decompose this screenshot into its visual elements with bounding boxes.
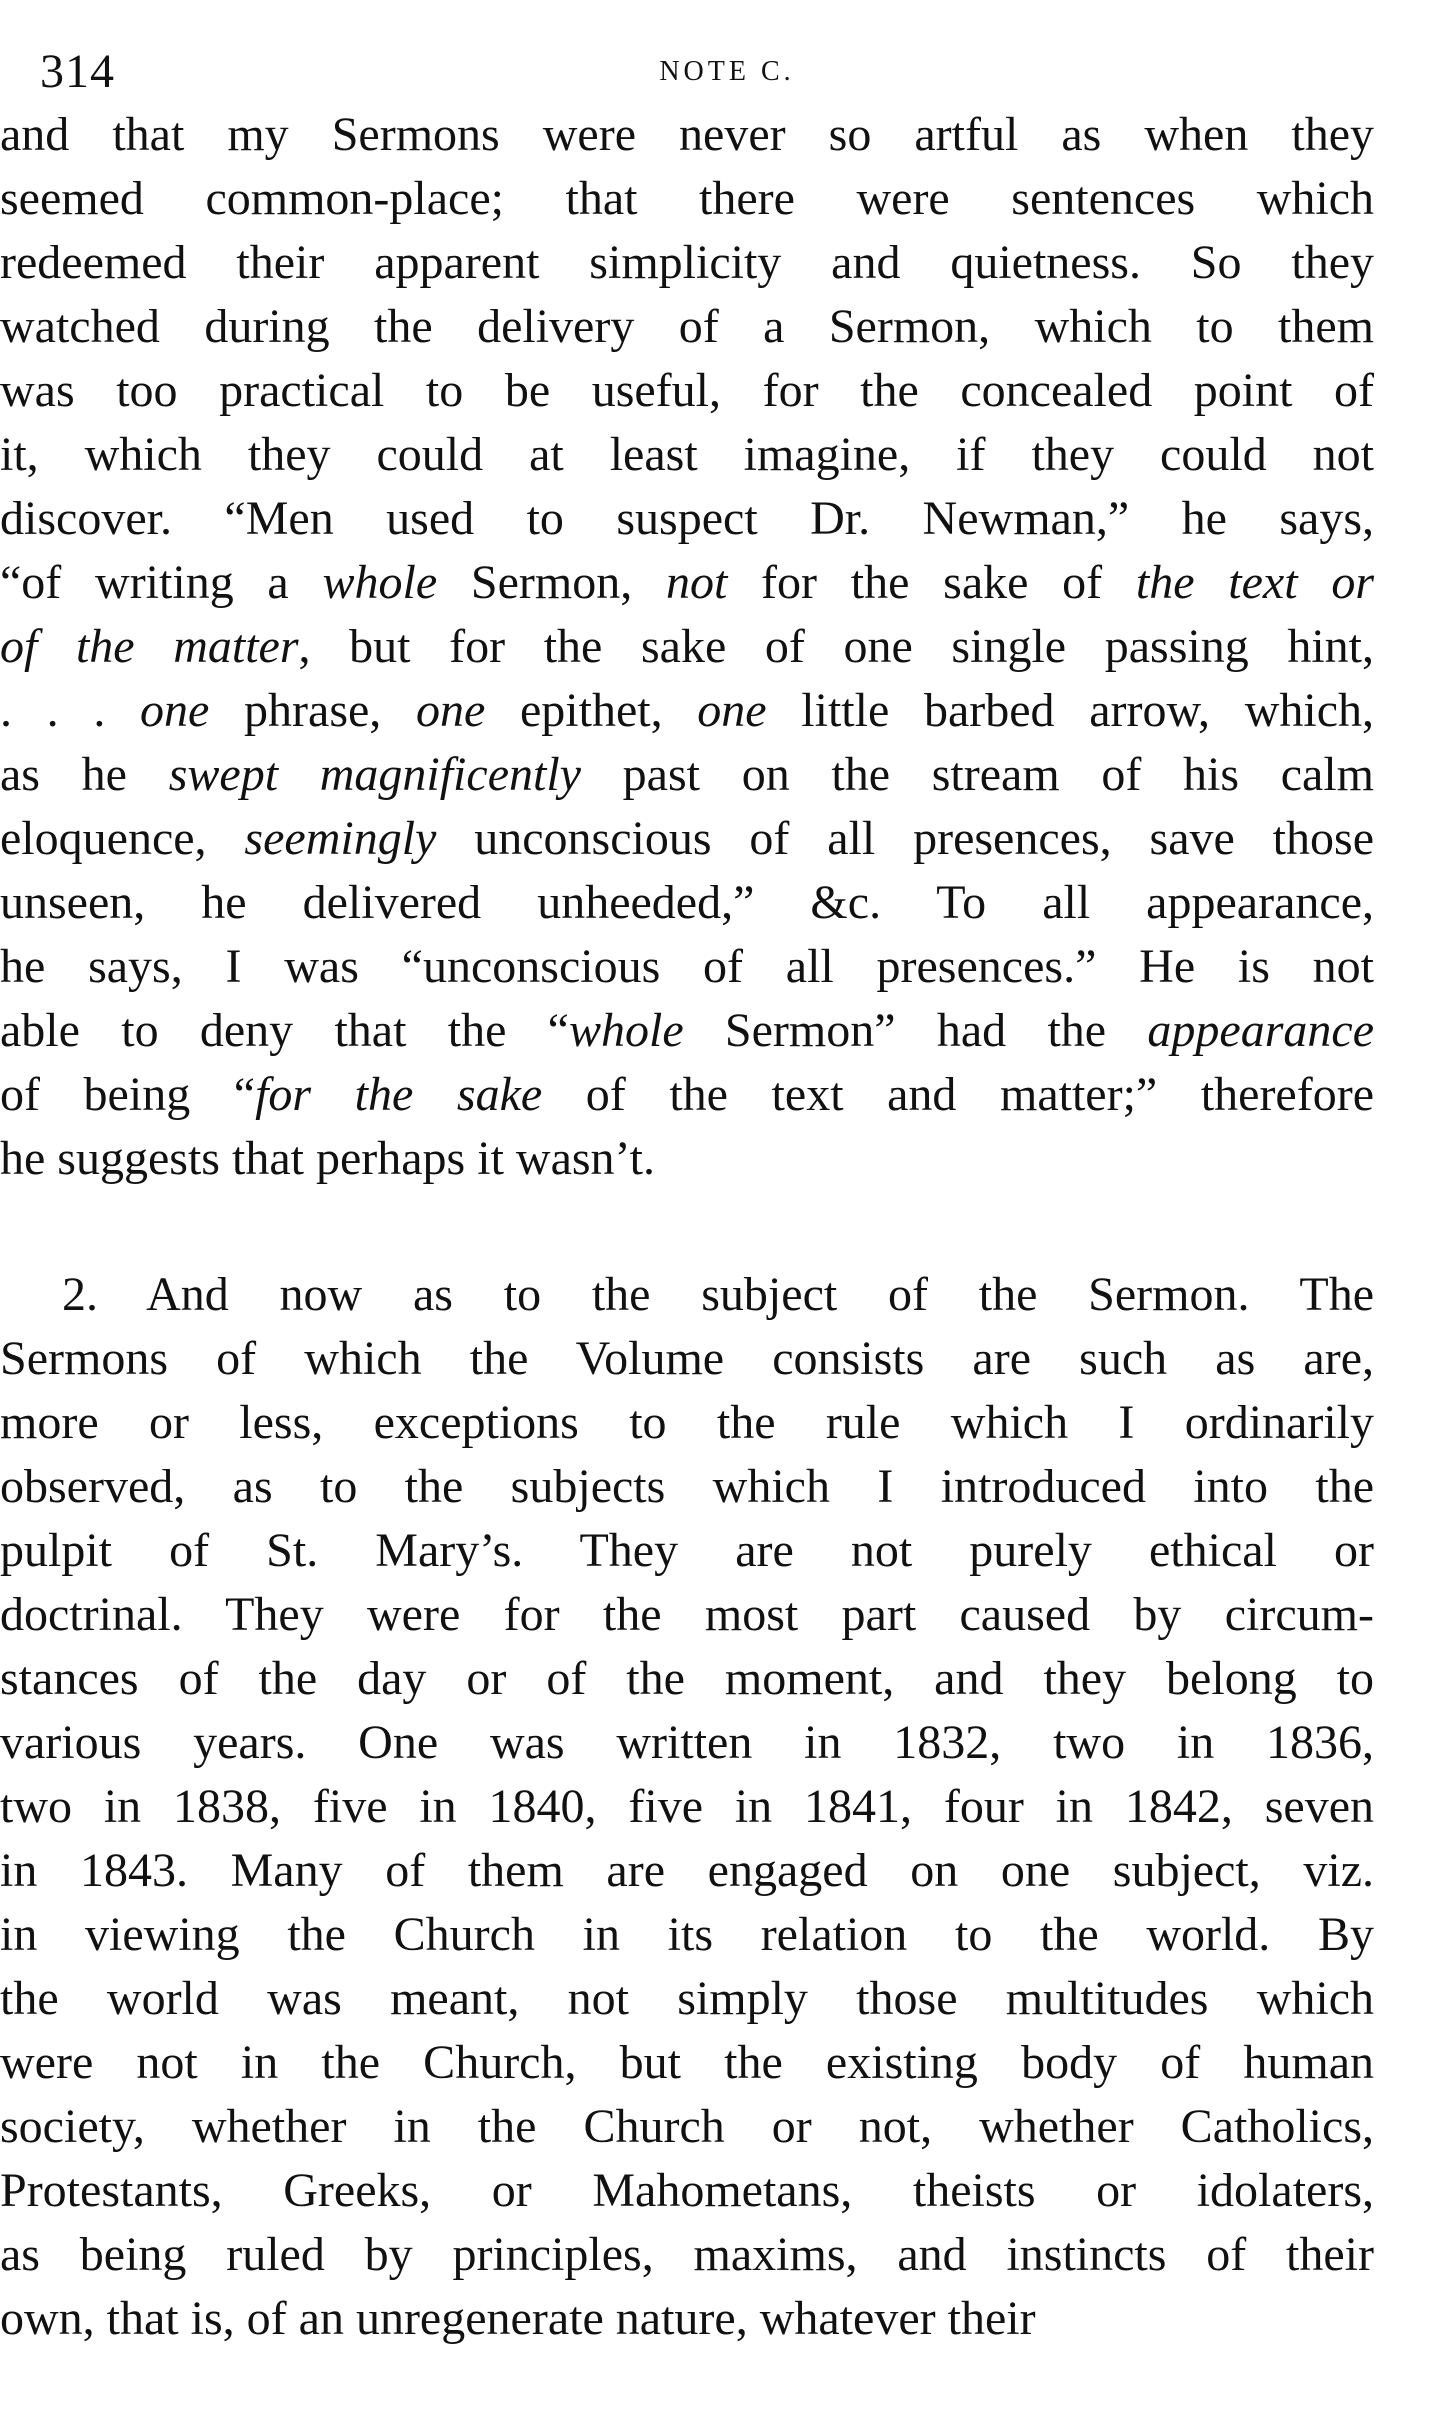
- text-segment: seemed common-place; that there were sentences which: [0, 172, 1374, 225]
- text-segment: “of writing a: [0, 556, 323, 609]
- text-segment: stances of the day or of the moment, and they belong to: [0, 1652, 1374, 1705]
- text-segment: more or less, exceptions to the rule which I ordinarily: [0, 1396, 1374, 1449]
- text-line: [0, 231, 1374, 295]
- italic-text: for the sake: [255, 1068, 543, 1121]
- italic-text: whole: [322, 556, 438, 609]
- text-segment: little barbed arrow, which,: [766, 684, 1375, 737]
- italic-text: swept magnificently: [168, 748, 581, 801]
- text-segment: 2. And now as to the subject of the Sermon. The: [62, 1268, 1374, 1321]
- text-segment: for the sake of: [727, 556, 1136, 609]
- text-segment: and that my Sermons were never so artful as when they: [0, 108, 1374, 161]
- paragraph-numbered: [0, 1263, 1374, 2351]
- text-line: [0, 423, 1374, 487]
- text-segment: he says, I was “unconscious of all presences.” He is not: [0, 940, 1374, 993]
- text-segment: as being ruled by principles, maxims, and instincts of their: [0, 2228, 1374, 2281]
- italic-text: not: [665, 556, 728, 609]
- text-segment: Sermon,: [437, 556, 666, 609]
- text-line: [0, 1263, 1374, 1327]
- text-line: [0, 295, 1374, 359]
- text-line: [0, 359, 1374, 423]
- text-line: [0, 1839, 1374, 1903]
- running-title: NOTE C.: [659, 56, 795, 87]
- text-segment: epithet,: [485, 684, 698, 737]
- text-segment: two in 1838, five in 1840, five in 1841, four in 1842, seven: [0, 1780, 1374, 1833]
- text-line: [0, 1063, 1374, 1127]
- text-segment: of the text and matter;” therefore: [542, 1068, 1375, 1121]
- text-segment: unconscious of all presences, save those: [436, 812, 1374, 865]
- italic-text: one: [697, 684, 767, 737]
- text-segment: various years. One was written in 1832, two in 1836,: [0, 1716, 1374, 1769]
- running-head: [40, 40, 1414, 104]
- text-segment: of being “: [0, 1068, 256, 1121]
- text-line: [0, 1327, 1374, 1391]
- text-segment: he suggests that perhaps it wasn’t.: [0, 1132, 656, 1185]
- text-line: [0, 1391, 1374, 1455]
- text-segment: redeemed their apparent simplicity and quietness. So they: [0, 236, 1374, 289]
- text-line: [0, 1583, 1374, 1647]
- text-line: [0, 1903, 1374, 1967]
- text-segment: society, whether in the Church or not, whether Catholics,: [0, 2100, 1374, 2153]
- text-segment: observed, as to the subjects which I introduced into the: [0, 1460, 1374, 1513]
- text-line: [0, 807, 1374, 871]
- text-line: [0, 2095, 1374, 2159]
- text-line: [0, 2223, 1374, 2287]
- book-page: [40, 40, 1414, 104]
- text-line: [0, 871, 1374, 935]
- text-line: [0, 551, 1374, 615]
- text-segment: was too practical to be useful, for the concealed point of: [0, 364, 1374, 417]
- text-segment: , but for the sake of one single passing hint,: [298, 620, 1374, 673]
- text-segment: Sermon” had the: [683, 1004, 1148, 1057]
- text-line: [0, 1711, 1374, 1775]
- text-segment: doctrinal. They were for the most part caused by circum-: [0, 1588, 1374, 1641]
- text-line: [0, 1775, 1374, 1839]
- italic-text: one: [416, 684, 486, 737]
- text-segment: unseen, he delivered unheeded,” &c. To all appearance,: [0, 876, 1374, 929]
- text-segment: . . .: [0, 684, 141, 737]
- italic-text: appearance: [1147, 1004, 1374, 1057]
- text-segment: own, that is, of an unregenerate nature, whatever their: [0, 2292, 1036, 2345]
- text-segment: the world was meant, not simply those multitudes which: [0, 1972, 1374, 2025]
- text-line: [0, 167, 1374, 231]
- text-segment: past on the stream of his calm: [580, 748, 1375, 801]
- text-segment: discover. “Men used to suspect Dr. Newman,” he says,: [0, 492, 1374, 545]
- text-segment: pulpit of St. Mary’s. They are not purely ethical or: [0, 1524, 1374, 1577]
- text-line: [0, 1519, 1374, 1583]
- text-segment: it, which they could at least imagine, if they could not: [0, 428, 1374, 481]
- text-line: [0, 615, 1374, 679]
- italic-text: whole: [568, 1004, 684, 1057]
- paragraph-continued: [0, 103, 1374, 1191]
- text-line: [0, 487, 1374, 551]
- text-segment: able to deny that the “: [0, 1004, 569, 1057]
- text-line: [0, 999, 1374, 1063]
- italic-text: of the matter: [0, 620, 299, 673]
- italic-text: seemingly: [244, 812, 437, 865]
- text-line: [0, 679, 1374, 743]
- page-number: 314: [40, 45, 115, 98]
- text-segment: Protestants, Greeks, or Mahometans, theists or idolaters,: [0, 2164, 1374, 2217]
- italic-text: the text or: [1135, 556, 1374, 609]
- text-segment: phrase,: [209, 684, 416, 737]
- text-segment: were not in the Church, but the existing body of human: [0, 2036, 1374, 2089]
- text-line: [0, 2031, 1374, 2095]
- text-segment: in viewing the Church in its relation to the world. By: [0, 1908, 1374, 1961]
- text-line: [0, 1455, 1374, 1519]
- italic-text: one: [140, 684, 210, 737]
- text-segment: as he: [0, 748, 169, 801]
- text-line: [0, 743, 1374, 807]
- text-segment: in 1843. Many of them are engaged on one subject, viz.: [0, 1844, 1374, 1897]
- text-line: [0, 2159, 1374, 2223]
- text-line: [0, 103, 1374, 167]
- text-line: [0, 1967, 1374, 2031]
- text-line: [0, 1647, 1374, 1711]
- text-segment: eloquence,: [0, 812, 245, 865]
- text-line: [0, 2287, 1374, 2351]
- text-line: [0, 935, 1374, 999]
- text-line: [0, 1127, 1374, 1191]
- text-segment: Sermons of which the Volume consists are such as are,: [0, 1332, 1374, 1385]
- text-segment: watched during the delivery of a Sermon, which to them: [0, 300, 1374, 353]
